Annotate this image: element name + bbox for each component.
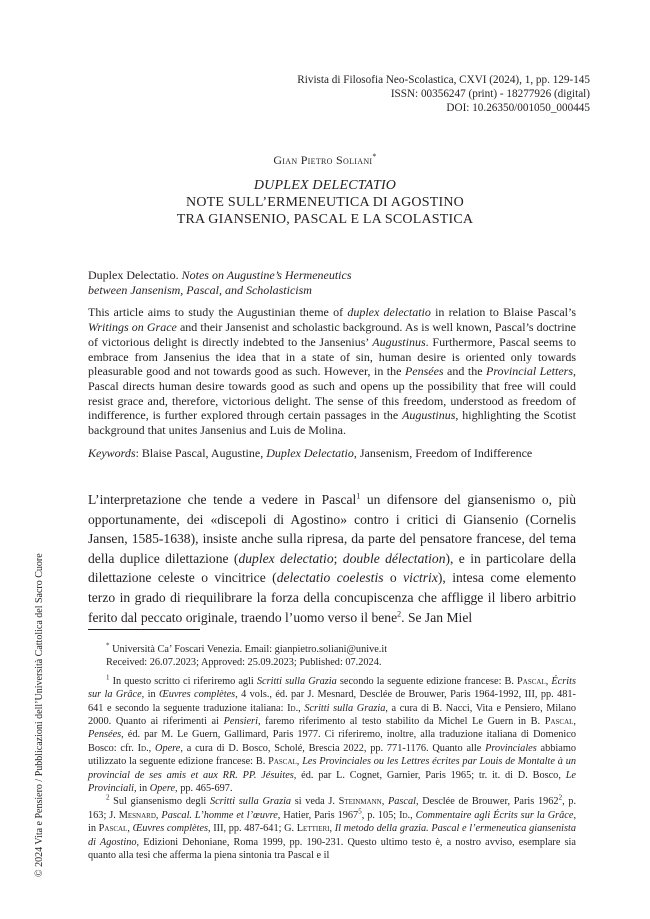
body-emph: victrix <box>403 570 438 586</box>
journal-header <box>297 73 590 115</box>
abstract-emph: Pensées <box>404 364 444 379</box>
author-affiliation <box>88 643 576 656</box>
fn-run: , <box>329 823 335 835</box>
abstract-emph: Augustinus <box>372 334 426 349</box>
fn-author: Pascal <box>268 756 297 768</box>
title-line-1: DUPLEX DELECTATIO <box>253 178 397 193</box>
fn-run: , pp. 465-697. <box>175 783 233 795</box>
abstract-emph: duplex delectatio <box>347 305 431 320</box>
fn-run: , in <box>141 689 159 701</box>
body-text <box>88 490 576 627</box>
fn-run: , éd. par L. Cognet, Garnier, Paris 1965; tr. it. di D. Bosco, <box>293 769 566 781</box>
journal-citation: Rivista di Filosofia Neo-Scolastica, CXVI (2024), 1, pp. 129-145 <box>297 74 590 86</box>
fn-emph: Pensieri <box>223 716 258 728</box>
body-run: ), intesa come elemento terzo in grado di riequilibrare la forza della concupiscenza che affligge il libero arbitrio ferito dal peccato originale, traendo l’uomo verso il bene <box>88 570 577 625</box>
fn-emph: Opere <box>149 783 176 795</box>
abstract-emph: Augustinus <box>402 408 456 423</box>
fn-run: , Desclée de Brouwer, Paris 1962 <box>415 796 559 808</box>
body-paragraph <box>88 490 576 627</box>
fn-emph: Écrits sur la Grâce <box>88 675 576 701</box>
author-name <box>0 152 650 168</box>
english-title-rest-2: between Jansenism, Pascal, and Scholasticism <box>88 282 312 297</box>
fn-run: , Edizioni Dehoniane, Roma 1999, pp. 190-231. Questo ultimo testo è, a nostro avviso, esemplare sia quanto alla tesi che afferma la piena sintonia tra Pascal e il <box>88 836 576 862</box>
fn-run: , III, pp. 487-641; G. <box>208 823 297 835</box>
abstract-section <box>88 268 576 460</box>
abstract-run: . Furthermore, Pascal seems to embrace from Jansenius the idea that in a state of sin, human desire is oriented only towards pleasurable good and not towards good as such. However, in the <box>88 334 576 379</box>
fn-author: Pascal <box>544 716 574 728</box>
fn-run: , <box>298 702 305 714</box>
fn-emph: Il metodo della grazia. Pascal e l’ermeneutica giansenista di Agostino <box>88 823 576 848</box>
title-line-2: NOTE SULL’ERMENEUTICA DI AGOSTINO <box>186 195 464 210</box>
abstract-text <box>88 305 576 437</box>
abstract-run: This article aims to study the Augustinian theme of <box>88 305 348 320</box>
fn-author: Lettieri <box>296 823 330 835</box>
fn-emph: Scritti sulla Grazia <box>209 796 292 808</box>
article-title <box>0 177 650 228</box>
abstract-run: and their Jansenist and scholastic background. As is well known, Pascal’s doctrine of victorious delight is directly indebted to the Jansenius’ <box>88 320 577 349</box>
keywords-run: : Blaise Pascal, Augustine, <box>135 445 267 460</box>
body-run: . Se Jan Miel <box>401 609 473 625</box>
footnote-number: 1 <box>106 673 110 682</box>
footnote-ref[interactable]: 1 <box>356 491 361 501</box>
fn-author: Mesnard <box>118 809 156 821</box>
fn-run: , <box>155 809 162 821</box>
fn-run: , éd. par M. Le Guern, Gallimard, Paris 1977. Ci riferiremo, inoltre, alla traduzione italiana di Domenico Bosco: cfr. <box>88 729 576 754</box>
body-run: o <box>383 570 404 586</box>
fn-emph: Commentaire agli Écrits sur la Grâce <box>415 809 574 821</box>
fn-run: Sul giansenismo degli <box>109 796 210 808</box>
fn-run: , <box>573 716 576 728</box>
body-run: un difensore del giansenismo o, più opportunamente, dei «discepoli di Agostino» contro i critici di Giansenio (Cornelis Jansen, 1585-1638), insiste anche sulla ripresa, da parte del pensatore francese, del tema della duplice dilettazione ( <box>88 492 576 566</box>
footnote-2 <box>88 795 576 862</box>
fn-run: secondo la seguente edizione francese: B. <box>336 675 518 687</box>
body-emph: delectatio coelestis <box>276 570 384 586</box>
english-title-rest: Notes on Augustine’s Hermeneutics <box>178 268 352 282</box>
journal-doi: DOI: 10.26350/001050_000445 <box>446 102 590 114</box>
body-emph: duplex delectatio <box>238 550 334 566</box>
keywords <box>88 446 576 461</box>
fn-run: , <box>381 796 388 808</box>
fn-run: , a cura di B. Nacci, Vita e Pensiero, Milano 2000. Quanto ai riferimenti ai <box>88 702 577 728</box>
keywords-run: , Jansenism, Freedom of Indifference <box>353 445 533 460</box>
fn-emph: Provinciales <box>485 742 537 754</box>
abstract-emph: Provincial Letters <box>485 364 573 379</box>
footnote-mark: * <box>106 641 110 650</box>
abstract-run: , highlighting the Scotist background that unites Jansenius and Luis de Molina. <box>88 408 576 438</box>
copyright-side-note: © 2024 Vita e Pensiero / Pubblicazioni dell’Università Cattolica del Sacro Cuore <box>34 553 45 877</box>
footnote-number: 2 <box>106 794 110 803</box>
fn-author: Id. <box>287 702 299 714</box>
body-run: ), e in particolare della dilettazione celeste o vincitrice ( <box>88 550 577 586</box>
english-title <box>88 268 576 297</box>
author-name-text: Gian Pietro Soliani <box>273 153 373 167</box>
body-run: ; <box>333 550 343 566</box>
keywords-emph: Duplex Delectatio <box>266 445 354 460</box>
abstract-run: and the <box>443 364 486 379</box>
keywords-label: Keywords <box>88 445 136 460</box>
edition-superscript: 2 <box>558 794 563 803</box>
fn-emph: Œuvres complètes <box>159 689 236 701</box>
abstract-emph: Writings on Grace <box>88 320 177 335</box>
fn-run: , in <box>133 783 150 795</box>
fn-run: , <box>410 809 416 821</box>
fn-author: Steinmann <box>338 796 382 808</box>
fn-run: abbiamo utilizzato la seguente edizione francese: B. <box>88 742 577 768</box>
abstract-run: , Pascal directs human desire towards good as such and opens up the possibility that free will could resist grace and, therefore, victorious delight. The sense of this freedom, understood as freedom of indifference, is further explored through certain passages in the <box>88 364 576 423</box>
body-emph: double délectation <box>342 550 446 566</box>
footnotes-section <box>88 643 576 863</box>
fn-emph: Pascal <box>387 796 416 808</box>
fn-run: , p. 163; J. <box>88 796 577 821</box>
received-dates: Received: 26.07.2023; Approved: 25.09.2023; Published: 07.2024. <box>106 657 382 669</box>
footnote-divider <box>88 629 200 630</box>
fn-run: si veda J. <box>291 796 339 808</box>
author-footnote-mark: * <box>372 152 377 161</box>
footnote-ref[interactable]: 2 <box>397 609 402 619</box>
journal-issn: ISSN: 00356247 (print) - 18277926 (digital) <box>390 88 590 100</box>
fn-author: Pascal <box>98 823 128 835</box>
fn-run: , <box>148 742 156 754</box>
fn-emph: Pensées <box>88 729 122 741</box>
fn-run: , <box>127 823 133 835</box>
fn-run: , a cura di D. Bosco, Scholé, Brescia 2022, pp. 771-1176. Quanto alle <box>180 742 486 754</box>
english-title-head: Duplex Delectatio. <box>88 268 179 282</box>
fn-run: , faremo riferimento al testo stabilito da Michel Le Guern in B. <box>257 716 545 728</box>
fn-run: , in <box>88 809 577 835</box>
fn-emph: Le Provinciali <box>88 769 576 795</box>
fn-emph: Pascal. L’homme et l’œuvre <box>161 809 278 821</box>
fn-emph: Scritti sulla Grazia <box>256 675 337 687</box>
fn-run: , 4 vols., éd. par J. Mesnard, Desclée de Brouwer, Paris 1964-1992, III, pp. 481-641 e secondo la seguente traduzione italiana: <box>88 689 576 714</box>
fn-run: , <box>545 675 552 687</box>
fn-run: , Hatier, Paris 1967 <box>277 809 359 821</box>
abstract-run: in relation to Blaise Pascal’s <box>430 305 576 320</box>
fn-run: , <box>296 756 303 768</box>
title-line-3: TRA GIANSENIO, PASCAL E LA SCOLASTICA <box>176 212 474 227</box>
fn-emph: Scritti sulla Grazia <box>304 702 386 714</box>
fn-emph: Œuvres complètes <box>132 823 209 835</box>
fn-run: In questo scritto ci riferiremo agli <box>109 675 257 687</box>
affiliation-text: Università Ca’ Foscari Venezia. Email: gianpietro.soliani@unive.it <box>109 644 388 655</box>
fn-run: , p. 105; <box>361 809 400 821</box>
fn-emph: Opere <box>155 742 181 754</box>
fn-author: Pascal <box>517 675 546 687</box>
fn-author: Id. <box>399 809 411 821</box>
edition-superscript: 5 <box>358 807 362 816</box>
body-run: L’interpretazione che tende a vedere in Pascal <box>88 492 357 507</box>
fn-emph: Les Provinciales ou les Lettres écrites par Louis de Montalte à un provincial de ses amis et aux RR. PP. Jésuites <box>88 756 577 781</box>
fn-author: Id. <box>137 742 149 754</box>
footnote-1 <box>88 675 576 796</box>
